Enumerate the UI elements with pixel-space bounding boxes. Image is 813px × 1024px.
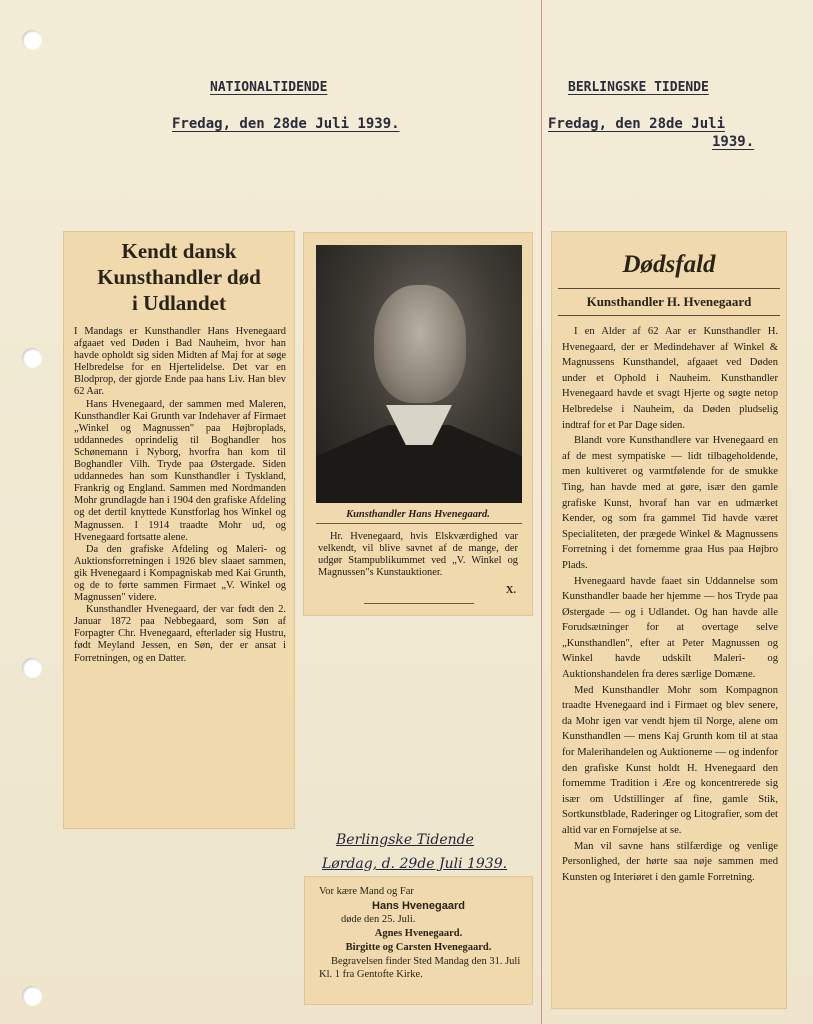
headline [64,232,294,316]
subheadline: Kunsthandler H. Hvenegaard [586,294,752,309]
paragraph: I en Alder af 62 Aar er Kunsthandler H. Hvenegaard, der er Medindehaver af Winkel & Magnussens Kunsthandel, afgaaet ved Døden under et Ophold i Nauheim. Kunsthandler Hvenegaard havde et svagt Hjerte og søgte netop Helbredelse i Nauheim, da Døden pludselig indtraf for et Par Dage siden. [562,326,778,431]
notice-funeral: Begravelsen finder Sted Mandag den 31. Juli Kl. 1 fra Gentofte Kirke. [319,956,521,980]
headline: Dødsfald [622,251,716,278]
punch-hole-middle [22,348,42,368]
punch-hole-bottom [22,986,42,1006]
paragraph: Med Kunsthandler Mohr som Kompagnon traadte Hvenegaard ind i Firmaet og blev senere, da Mohr igen var vendt hjem til Norge, alene om Kunsthandlen — mens Kaj Grunth kom til at staa for Malerihandelen og Auktionerne — og indenfor den grafiske Kunst holdt H. Hvenegaard den fornemme Tradition i Ære og koncentrerede sig især om Udstillinger af fine, gamle Stik, Sortkunstblade, Raderinger og Litografier, som det altid var en Fornøjelse at se. [562,684,778,836]
notice-date: døde den 25. Juli. [341,914,416,925]
punch-hole-top [22,30,42,50]
photo-signature: X. [505,585,516,596]
punch-hole-lower [22,658,42,678]
handwritten-paper-name: Berlingske Tidende [336,832,474,848]
clipping-death-notice [305,877,532,1004]
clipping-obituary-nationaltidende [64,232,294,828]
right-paper-year: 1939. [712,134,755,150]
left-paper-date: Fredag, den 28de Juli 1939. [172,116,400,132]
clipping-photo [304,233,532,615]
left-paper-title: NATIONALTIDENDE [210,80,328,95]
margin-rule [541,0,542,1024]
handwritten-date: Lørdag, d. 29de Juli 1939. [322,856,508,872]
notice-name: Hans Hvenegaard [372,900,465,912]
notice-signer-1: Agnes Hvenegaard. [374,928,463,939]
right-paper-title: BERLINGSKE TIDENDE [568,80,709,95]
right-paper-date: Fredag, den 28de Juli [548,116,726,132]
notice-intro: Vor kære Mand og Far [319,886,414,897]
headline-line-1: Kendt dansk [121,239,237,263]
clipping-obituary-berlingske [552,232,786,1008]
paragraph: Hans Hvenegaard, der sammen med Maleren, Kunsthandler Kai Grunth var Indehaver af Firmaet „Winkel og Magnussen" paa Højbroplads, uddannedes oprindelig til Boghandler hos Schønemann i Nyborg, hvorfra han kom til Boghandler Vilh. Tryde paa Østergade. Siden uddannedes han som Kunsthandler i Tyskland, Frankrig og England. Sammen med Nordmanden Mohr grundlagde han i 1904 den grafiske Afdeling og det dertil knyttede Kunstforlag hos Winkel og Magnussen. I 1914 traadte Mohr ud, og Hvenegaard fortsatte alene. [74,398,286,543]
article-body [552,316,786,885]
paragraph: Kunsthandler Hvenegaard, der var født den 2. Januar 1872 paa Nebbegaard, som Søn af Forpagter Chr. Hvenegaard, efterlader sig Hustru, født Meyland Jessen, en Søn, der er ansat i Forretningen, og en Datter. [74,604,286,664]
headline-line-2: Kunsthandler død [97,265,261,289]
photo-caption: Kunsthandler Hans Hvenegaard. [346,509,490,520]
paragraph: Man vil savne hans stilfærdige og venlige Personlighed, der hørte saa nøje sammen med Kunsten og Interiøret i den gamle Forretning. [562,840,778,883]
notice-signer-2: Birgitte og Carsten Hvenegaard. [345,942,492,953]
portrait-photo [316,245,522,503]
paragraph: Da den grafiske Afdeling og Maleri- og Auktionsforretningen i 1926 blev slaaet sammen, gik Hvenegaard i Kompagniskab med Kai Grunth, og de to førte sammen Firmaet „V. Winkel og Magnussen" videre. [74,543,286,604]
article-body [64,316,294,665]
paragraph: Blandt vore Kunsthandlere var Hvenegaard en af de mest sympatiske — lidt tilbageholdende, men kultiveret og varmtfølende for de smukke Ting, han havde med at gøre, især den gamle grafiske Kunst, hvoraf han var en udmærket Kender, og som fra gammel Tid havde været Specialiteten, der prægede Winkel & Magnussens Forretning i det fornemme graa Hus paa Højbro Plads. [562,435,778,571]
headline-line-3: i Udlandet [132,291,226,315]
photo-text: Hr. Hvenegaard, hvis Elskværdighed var velkendt, vil blive savnet af de mange, der udgør Stampublikummet ved „V. Winkel og Magnussen"s Kunstauktioner. [318,531,518,579]
paragraph: I Mandags er Kunsthandler Hans Hvenegaard afgaaet ved Døden i Bad Nauheim, hvor han havde opholdt sig siden Midten af Maj for at søge Helbredelse for en Hjertelidelse. Det var en Blodprop, der gjorde Ende paa hans Liv. Han blev 62 Aar. [74,326,286,398]
paragraph: Hvenegaard havde faaet sin Uddannelse som Kunsthandler baade her hjemme — hos Tryde paa Østergade — og i Udlandet. Og han havde alle Forudsætninger for at overtage selve „Kunsthandlen", efter at Peter Magnussen og Winkel havde udskilt Maleri- og Auktionshandelen fra deres særlige Domæne. [562,575,778,681]
